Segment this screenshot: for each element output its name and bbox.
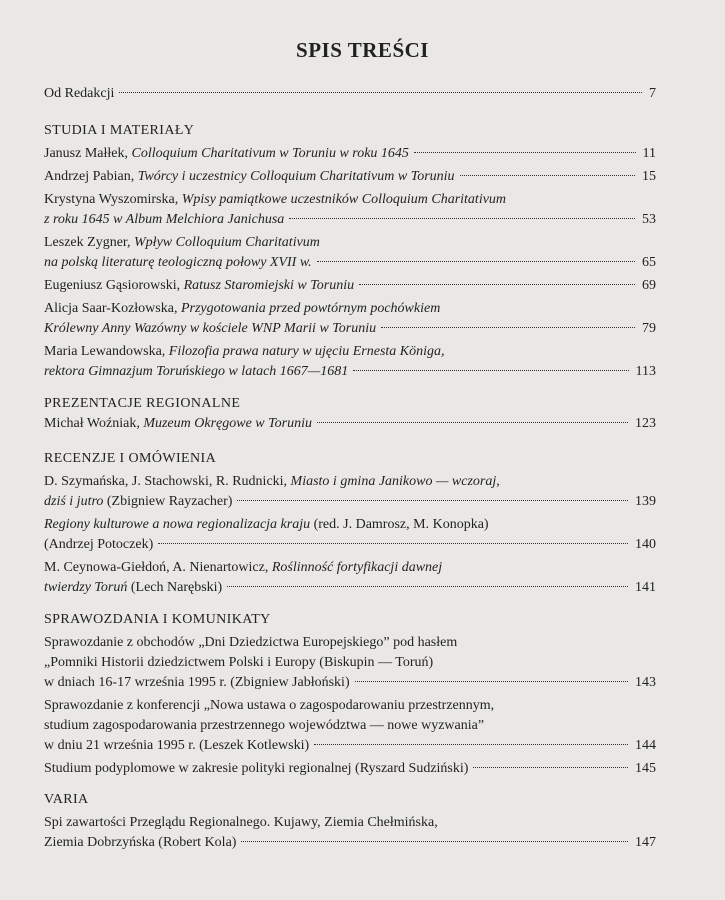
toc-entry [44, 414, 656, 434]
toc-entry-intro [44, 84, 656, 104]
page-number: 79 [642, 321, 656, 336]
entry-reviewer: (Lech Narębski) [130, 580, 223, 595]
section-recenzje [44, 449, 656, 598]
entry-title-line1: Wpisy pamiątkowe uczestników Colloquium Charitativum [181, 192, 507, 207]
section-heading: STUDIA I MATERIAŁY [44, 123, 195, 138]
toc-entry [44, 276, 656, 296]
page-number: 53 [642, 212, 656, 227]
toc-entry [44, 633, 656, 693]
entry-reviewer: (Andrzej Potoczek) [44, 537, 154, 552]
entry-title-line2: dziś i jutro [44, 494, 104, 509]
dot-leader [414, 152, 636, 153]
toc-entry [44, 696, 656, 756]
dot-leader [119, 92, 642, 93]
section-varia [44, 790, 656, 853]
dot-leader [359, 284, 635, 285]
page-number: 145 [635, 761, 656, 776]
entry-editors: (red. J. Damrosz, M. Konopka) [313, 517, 489, 532]
entry-title-line2: twierdzy Toruń [44, 580, 128, 595]
entry-title: Muzeum Okręgowe w Toruniu [143, 416, 312, 431]
entry-title-line1: Miasto i gmina Janikowo — wczoraj, [290, 474, 500, 489]
toc-entry [44, 190, 656, 230]
dot-leader [355, 681, 628, 682]
page-number: 7 [649, 86, 656, 101]
toc-entry [44, 342, 656, 382]
section-prezentacje [44, 394, 656, 434]
entry-title-line1: Filozofia prawa natury w ujęciu Ernesta Königa, [168, 344, 445, 359]
dot-leader [473, 767, 628, 768]
dot-leader [241, 841, 628, 842]
entry-line1: Sprawozdanie z konferencji „Nowa ustawa o zagospodarowaniu przestrzennym, [44, 698, 495, 713]
section-heading: SPRAWOZDANIA I KOMUNIKATY [44, 612, 271, 627]
entry-title: Twórcy i uczestnicy Colloquium Charitativum w Toruniu [137, 169, 455, 184]
toc-entry [44, 813, 656, 853]
dot-leader [317, 422, 628, 423]
entry-line3: w dniu 21 września 1995 r. (Leszek Kotlewski) [44, 738, 310, 753]
entry-title-line2: Królewny Anny Wazówny w kościele WNP Marii w Toruniu [44, 321, 377, 336]
entry-line2: Ziemia Dobrzyńska (Robert Kola) [44, 835, 237, 850]
entry-reviewer: (Zbigniew Rayzacher) [106, 494, 233, 509]
page-number: 113 [635, 364, 656, 379]
entry-title-line1: Roślinność fortyfikacji dawnej [271, 560, 443, 575]
entry-title-line2: z roku 1645 w Album Melchiora Janichusa [44, 212, 285, 227]
page-number: 144 [635, 738, 656, 753]
page-number: 123 [635, 416, 656, 431]
entry-author: Maria Lewandowska, [44, 344, 166, 359]
entry-authors: M. Ceynowa-Giełdoń, A. Nienartowicz, [44, 560, 269, 575]
entry-author: Eugeniusz Gąsiorowski, [44, 278, 181, 293]
toc-entry [44, 167, 656, 187]
toc-entry [44, 233, 656, 273]
page-number: 11 [642, 146, 656, 161]
entry-title-line2: rektora Gimnazjum Toruńskiego w latach 1667—1681 [44, 364, 349, 379]
page-number: 147 [635, 835, 656, 850]
entry-title-line1: Przygotowania przed powtórnym pochówkiem [180, 301, 441, 316]
page-number: 140 [635, 537, 656, 552]
entry-title: Regiony kulturowe a nowa regionalizacja kraju [44, 517, 311, 532]
toc-entry [44, 759, 656, 779]
page-number: 15 [642, 169, 656, 184]
section-heading: PREZENTACJE REGIONALNE [44, 396, 241, 411]
dot-leader [227, 586, 628, 587]
entry-title: Ratusz Staromiejski w Toruniu [183, 278, 355, 293]
page-number: 65 [642, 255, 656, 270]
entry-author: Janusz Małłek, [44, 146, 128, 161]
entry-text: Od Redakcji [44, 86, 115, 101]
entry-author: Krystyna Wyszomirska, [44, 192, 179, 207]
toc-entry [44, 472, 656, 512]
entry-author: Alicja Saar-Kozłowska, [44, 301, 178, 316]
dot-leader [317, 261, 635, 262]
section-sprawozdania [44, 610, 656, 779]
entry-line2: studium zagospodarowania przestrzennego województwa — nowe wyzwania” [44, 718, 485, 733]
entry-title-line1: Wpływ Colloquium Charitativum [134, 235, 320, 250]
entry-title-line2: na polską literaturę teologiczną połowy XVII w. [44, 255, 312, 270]
dot-leader [158, 543, 628, 544]
section-heading: RECENZJE I OMÓWIENIA [44, 451, 217, 466]
dot-leader [381, 327, 635, 328]
toc-entry [44, 558, 656, 598]
dot-leader [314, 744, 628, 745]
entry-line1: Sprawozdanie z obchodów „Dni Dziedzictwa Europejskiego” pod hasłem [44, 635, 458, 650]
entry-authors: D. Szymańska, J. Stachowski, R. Rudnicki, [44, 474, 288, 489]
page-number: 141 [635, 580, 656, 595]
entry-line2: „Pomniki Historii dziedzictwem Polski i Europy (Biskupin — Toruń) [44, 655, 434, 670]
entry-author: Leszek Zygner, [44, 235, 131, 250]
entry-line1: Studium podyplomowe w zakresie polityki regionalnej (Ryszard Sudziński) [44, 761, 469, 776]
section-studia [44, 121, 656, 382]
toc-entry [44, 299, 656, 339]
entry-title: Colloquium Charitativum w Toruniu w roku 1645 [131, 146, 409, 161]
entry-author: Andrzej Pabian, [44, 169, 135, 184]
page-number: 69 [642, 278, 656, 293]
dot-leader [289, 218, 635, 219]
dot-leader [353, 370, 628, 371]
entry-line1: Spi zawartości Przeglądu Regionalnego. Kujawy, Ziemia Chełmińska, [44, 815, 438, 830]
entry-line3: w dniach 16-17 września 1995 r. (Zbigniew Jabłoński) [44, 675, 350, 690]
entry-author: Michał Woźniak, [44, 416, 140, 431]
toc-entry [44, 515, 656, 555]
section-heading: VARIA [44, 792, 89, 807]
dot-leader [237, 500, 628, 501]
toc-entry [44, 144, 656, 164]
page-title: SPIS TREŚCI [296, 38, 429, 62]
page-number: 139 [635, 494, 656, 509]
dot-leader [460, 175, 635, 176]
page-number: 143 [635, 675, 656, 690]
